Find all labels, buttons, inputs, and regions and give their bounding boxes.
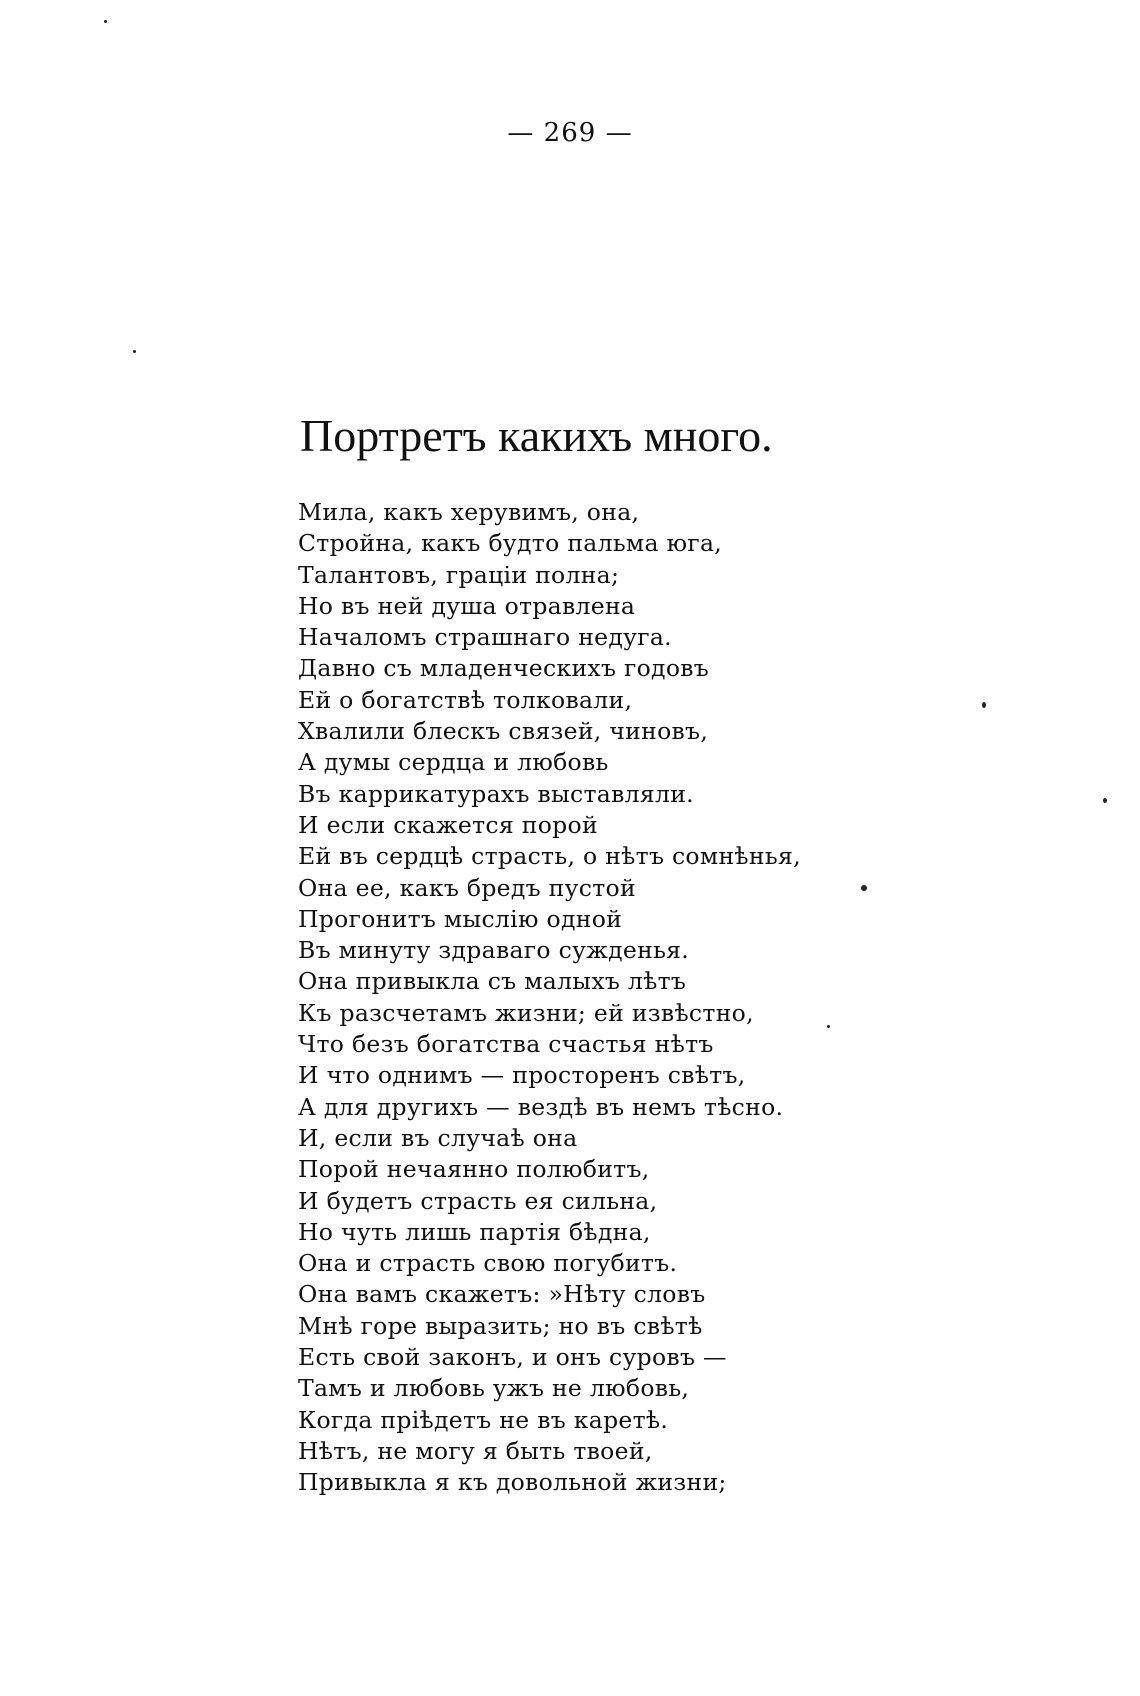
- poem-line: И, если въ случаѣ она: [298, 1123, 578, 1152]
- poem-line: Но въ ней душа отравлена: [298, 591, 636, 620]
- poem-line: Въ каррикатурахъ выставляли.: [298, 779, 694, 808]
- poem-line: Что безъ богатства счастья нѣтъ: [298, 1030, 714, 1059]
- scan-speck: [861, 885, 867, 891]
- poem-line: А для другихъ — вездѣ въ немъ тѣсно.: [298, 1092, 784, 1121]
- scan-speck: [982, 702, 986, 708]
- poem-line: Но чуть лишь партія бѣдна,: [298, 1217, 651, 1246]
- poem-line: Она вамъ скажетъ: »Нѣту словъ: [298, 1280, 706, 1309]
- poem-line: И что однимъ — просторенъ свѣтъ,: [298, 1061, 746, 1090]
- poem-line: Мила, какъ херувимъ, она,: [298, 498, 640, 526]
- poem-line: Давно съ младенческихъ годовъ: [298, 654, 710, 683]
- poem-line: Она привыкла съ малыхъ лѣтъ: [298, 967, 687, 996]
- page-number: — 269 —: [507, 118, 633, 148]
- poem-line: Она и страсть свою погубитъ.: [298, 1249, 678, 1278]
- scan-speck: [104, 20, 107, 23]
- poem-line: Стройна, какъ будто пальма юга,: [298, 529, 723, 558]
- poem-line: Нѣтъ, не могу я быть твоей,: [298, 1436, 653, 1465]
- poem-line: Началомъ страшнаго недуга.: [298, 623, 672, 652]
- poem-line: Ей въ сердцѣ страсть, о нѣтъ сомнѣнья,: [298, 842, 801, 871]
- poem-line: Хвалили блескъ связей, чиновъ,: [298, 717, 709, 746]
- scan-speck: [1103, 798, 1107, 803]
- poem-line: Прогонитъ мыслію одной: [298, 904, 623, 933]
- poem-line: Къ разсчетамъ жизни; ей извѣстно,: [298, 998, 754, 1027]
- poem-line: И если скажется порой: [298, 810, 598, 839]
- poem-line: Ей о богатствѣ толковали,: [298, 685, 633, 714]
- poem-line: И будетъ страсть ея сильна,: [298, 1186, 658, 1215]
- poem-line: Мнѣ горе выразить; но въ свѣтѣ: [298, 1311, 703, 1340]
- poem-line: Есть свой законъ, и онъ суровъ —: [298, 1343, 727, 1372]
- scan-speck: [133, 350, 136, 353]
- poem-line: Тамъ и любовь ужъ не любовь,: [298, 1374, 690, 1403]
- scan-speck: [827, 1025, 830, 1028]
- poem-body: [298, 497, 801, 1499]
- poem-line: Привыкла я къ довольной жизни;: [298, 1468, 727, 1497]
- poem-line: Талантовъ, граціи полна;: [298, 560, 620, 589]
- poem-line: Въ минуту здраваго сужденья.: [298, 936, 690, 965]
- poem-line: А думы сердца и любовь: [298, 748, 609, 777]
- poem-line: Когда пріѣдетъ не въ каретѣ.: [298, 1405, 669, 1434]
- poem-title: Портретъ какихъ много.: [300, 410, 773, 461]
- poem-line: Порой нечаянно полюбитъ,: [298, 1155, 650, 1184]
- poem-line: Она ее, какъ бредъ пустой: [298, 873, 636, 902]
